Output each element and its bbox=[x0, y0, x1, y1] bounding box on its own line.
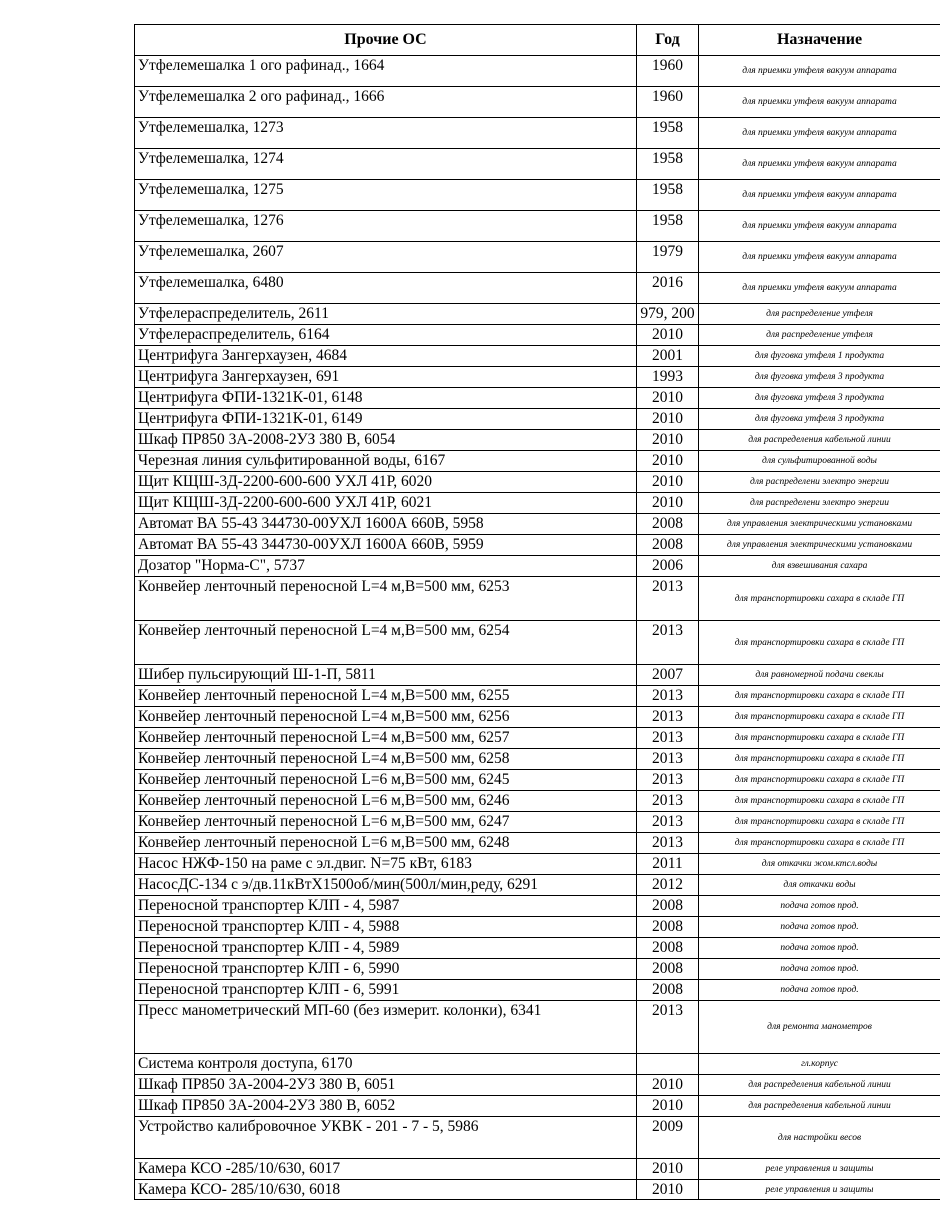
table-row bbox=[135, 409, 940, 430]
cell-year: 2013 bbox=[637, 577, 699, 621]
cell-purpose: для приемки утфеля вакуум аппарата bbox=[699, 56, 940, 87]
cell-year: 979, 200 bbox=[637, 304, 699, 325]
table-row bbox=[135, 1159, 940, 1180]
cell-purpose: для распределени электро энергии bbox=[699, 472, 940, 493]
table-row bbox=[135, 87, 940, 118]
cell-year: 2010 bbox=[637, 451, 699, 472]
table-row bbox=[135, 556, 940, 577]
assets-table bbox=[134, 24, 940, 1200]
cell-purpose: для транспортировки сахара в складе ГП bbox=[699, 728, 940, 749]
table-row bbox=[135, 938, 940, 959]
cell-year: 2012 bbox=[637, 875, 699, 896]
cell-purpose: для транспортировки сахара в складе ГП bbox=[699, 812, 940, 833]
cell-purpose: реле управления и защиты bbox=[699, 1159, 940, 1180]
table-row bbox=[135, 56, 940, 87]
table-row bbox=[135, 180, 940, 211]
cell-year: 2010 bbox=[637, 493, 699, 514]
cell-purpose: для равномерной подачи свеклы bbox=[699, 665, 940, 686]
table-body bbox=[135, 56, 940, 1200]
cell-year: 2010 bbox=[637, 1180, 699, 1200]
table-row bbox=[135, 770, 940, 791]
table-row bbox=[135, 325, 940, 346]
cell-name: Шкаф ПР850 3А-2004-2УЗ 380 В, 6052 bbox=[135, 1096, 637, 1117]
cell-year: 2010 bbox=[637, 388, 699, 409]
cell-name: Утфелемешалка, 1273 bbox=[135, 118, 637, 149]
cell-name: Конвейер ленточный переносной L=6 м,В=500 мм, 6245 bbox=[135, 770, 637, 791]
table-row bbox=[135, 493, 940, 514]
cell-year: 2010 bbox=[637, 1075, 699, 1096]
cell-purpose: для фуговка утфеля 3 продукта bbox=[699, 409, 940, 430]
cell-purpose: для транспортировки сахара в складе ГП bbox=[699, 621, 940, 665]
cell-name: Щит КЩШ-3Д-2200-600-600 УХЛ 41Р, 6021 bbox=[135, 493, 637, 514]
cell-name: Насос НЖФ-150 на раме с эл.двиг. N=75 кВт, 6183 bbox=[135, 854, 637, 875]
table-row bbox=[135, 686, 940, 707]
cell-year: 2010 bbox=[637, 1096, 699, 1117]
table-row bbox=[135, 273, 940, 304]
cell-purpose: для приемки утфеля вакуум аппарата bbox=[699, 273, 940, 304]
cell-year: 1958 bbox=[637, 118, 699, 149]
cell-name: Центрифуга ФПИ-1321К-01, 6148 bbox=[135, 388, 637, 409]
cell-purpose: для управления электрическими установками bbox=[699, 535, 940, 556]
cell-name: Утфелераспределитель, 2611 bbox=[135, 304, 637, 325]
cell-purpose: подача готов прод. bbox=[699, 896, 940, 917]
table-row bbox=[135, 242, 940, 273]
cell-purpose: для транспортировки сахара в складе ГП bbox=[699, 749, 940, 770]
cell-name: Конвейер ленточный переносной L=4 м,В=500 мм, 6258 bbox=[135, 749, 637, 770]
cell-purpose: для транспортировки сахара в складе ГП bbox=[699, 577, 940, 621]
cell-purpose: для распределение утфеля bbox=[699, 304, 940, 325]
table-row bbox=[135, 1054, 940, 1075]
cell-name: Шкаф ПР850 3А-2008-2УЗ 380 В, 6054 bbox=[135, 430, 637, 451]
cell-name: Конвейер ленточный переносной L=6 м,В=500 мм, 6247 bbox=[135, 812, 637, 833]
cell-year: 1958 bbox=[637, 180, 699, 211]
table-row bbox=[135, 812, 940, 833]
cell-purpose: для приемки утфеля вакуум аппарата bbox=[699, 118, 940, 149]
table-row bbox=[135, 749, 940, 770]
cell-purpose: подача готов прод. bbox=[699, 917, 940, 938]
table-row bbox=[135, 367, 940, 388]
cell-purpose: подача готов прод. bbox=[699, 959, 940, 980]
cell-purpose: для транспортировки сахара в складе ГП bbox=[699, 707, 940, 728]
cell-name: Переносной транспортер КЛП - 4, 5989 bbox=[135, 938, 637, 959]
cell-year: 2008 bbox=[637, 938, 699, 959]
cell-purpose: для взвешивания сахара bbox=[699, 556, 940, 577]
cell-purpose: подача готов прод. bbox=[699, 980, 940, 1001]
cell-year: 2013 bbox=[637, 707, 699, 728]
cell-year: 2008 bbox=[637, 514, 699, 535]
cell-year: 2010 bbox=[637, 472, 699, 493]
cell-purpose: для распределение утфеля bbox=[699, 325, 940, 346]
table-row bbox=[135, 211, 940, 242]
cell-name: Утфелемешалка 2 ого рафинад., 1666 bbox=[135, 87, 637, 118]
cell-purpose: для откачки воды bbox=[699, 875, 940, 896]
cell-name: Утфелемешалка, 2607 bbox=[135, 242, 637, 273]
cell-name: Черезная линия сульфитированной воды, 6167 bbox=[135, 451, 637, 472]
cell-purpose: для транспортировки сахара в складе ГП bbox=[699, 686, 940, 707]
cell-purpose: для откачки жом.ктсл.воды bbox=[699, 854, 940, 875]
cell-year: 1993 bbox=[637, 367, 699, 388]
cell-year bbox=[637, 1054, 699, 1075]
table-row bbox=[135, 430, 940, 451]
cell-name: Центрифуга Зангерхаузен, 4684 bbox=[135, 346, 637, 367]
table-row bbox=[135, 451, 940, 472]
cell-year: 2006 bbox=[637, 556, 699, 577]
cell-name: Переносной транспортер КЛП - 6, 5990 bbox=[135, 959, 637, 980]
cell-year: 1958 bbox=[637, 149, 699, 180]
cell-name: Утфелераспределитель, 6164 bbox=[135, 325, 637, 346]
cell-purpose: для управления электрическими установками bbox=[699, 514, 940, 535]
cell-year: 2008 bbox=[637, 959, 699, 980]
cell-purpose: для приемки утфеля вакуум аппарата bbox=[699, 87, 940, 118]
cell-year: 2010 bbox=[637, 325, 699, 346]
cell-name: Щит КЩШ-3Д-2200-600-600 УХЛ 41Р, 6020 bbox=[135, 472, 637, 493]
cell-purpose: для фуговка утфеля 3 продукта bbox=[699, 388, 940, 409]
cell-purpose: для настройки весов bbox=[699, 1117, 940, 1159]
cell-name: Утфелемешалка, 1274 bbox=[135, 149, 637, 180]
table-header-row bbox=[135, 25, 940, 56]
cell-name: Утфелемешалка, 1276 bbox=[135, 211, 637, 242]
table-row bbox=[135, 1075, 940, 1096]
cell-year: 1979 bbox=[637, 242, 699, 273]
cell-year: 2013 bbox=[637, 749, 699, 770]
cell-purpose: для приемки утфеля вакуум аппарата bbox=[699, 242, 940, 273]
cell-name: Конвейер ленточный переносной L=6 м,В=500 мм, 6246 bbox=[135, 791, 637, 812]
cell-name: Переносной транспортер КЛП - 4, 5987 bbox=[135, 896, 637, 917]
cell-purpose: для фуговка утфеля 3 продукта bbox=[699, 367, 940, 388]
cell-purpose: для распределени электро энергии bbox=[699, 493, 940, 514]
cell-name: Камера КСО- 285/10/630, 6018 bbox=[135, 1180, 637, 1200]
header-purpose: Назначение bbox=[699, 25, 940, 56]
cell-purpose: реле управления и защиты bbox=[699, 1180, 940, 1200]
cell-name: Конвейер ленточный переносной L=4 м,В=500 мм, 6257 bbox=[135, 728, 637, 749]
cell-name: Дозатор "Норма-С", 5737 bbox=[135, 556, 637, 577]
cell-year: 2009 bbox=[637, 1117, 699, 1159]
cell-year: 2016 bbox=[637, 273, 699, 304]
cell-purpose: для транспортировки сахара в складе ГП bbox=[699, 833, 940, 854]
cell-purpose: для приемки утфеля вакуум аппарата bbox=[699, 180, 940, 211]
cell-name: Переносной транспортер КЛП - 6, 5991 bbox=[135, 980, 637, 1001]
cell-year: 2011 bbox=[637, 854, 699, 875]
cell-year: 2013 bbox=[637, 1001, 699, 1054]
table-row bbox=[135, 875, 940, 896]
cell-year: 1960 bbox=[637, 56, 699, 87]
cell-name: Шкаф ПР850 3А-2004-2УЗ 380 В, 6051 bbox=[135, 1075, 637, 1096]
table-row bbox=[135, 149, 940, 180]
cell-name: Автомат ВА 55-43 344730-00УХЛ 1600А 660В, 5959 bbox=[135, 535, 637, 556]
header-year: Год bbox=[637, 25, 699, 56]
cell-name: Автомат ВА 55-43 344730-00УХЛ 1600А 660В, 5958 bbox=[135, 514, 637, 535]
cell-name: Центрифуга Зангерхаузен, 691 bbox=[135, 367, 637, 388]
cell-year: 2013 bbox=[637, 833, 699, 854]
cell-purpose: для транспортировки сахара в складе ГП bbox=[699, 770, 940, 791]
table-row bbox=[135, 472, 940, 493]
table-row bbox=[135, 621, 940, 665]
table-row bbox=[135, 1001, 940, 1054]
cell-year: 2008 bbox=[637, 917, 699, 938]
cell-purpose: для фуговка утфеля 1 продукта bbox=[699, 346, 940, 367]
table-row bbox=[135, 577, 940, 621]
table-row bbox=[135, 118, 940, 149]
cell-name: НасосДС-134 с э/дв.11кВтХ1500об/мин(500л/мин,реду, 6291 bbox=[135, 875, 637, 896]
cell-name: Конвейер ленточный переносной L=4 м,В=500 мм, 6254 bbox=[135, 621, 637, 665]
cell-purpose: для ремонта манометров bbox=[699, 1001, 940, 1054]
table-row bbox=[135, 1180, 940, 1200]
cell-year: 2008 bbox=[637, 980, 699, 1001]
cell-purpose: гл.корпус bbox=[699, 1054, 940, 1075]
cell-year: 2008 bbox=[637, 535, 699, 556]
cell-name: Переносной транспортер КЛП - 4, 5988 bbox=[135, 917, 637, 938]
cell-year: 2013 bbox=[637, 686, 699, 707]
cell-year: 2010 bbox=[637, 430, 699, 451]
cell-name: Шибер пульсирующий Ш-1-П, 5811 bbox=[135, 665, 637, 686]
header-name: Прочие ОС bbox=[135, 25, 637, 56]
cell-name: Система контроля доступа, 6170 bbox=[135, 1054, 637, 1075]
cell-year: 1960 bbox=[637, 87, 699, 118]
cell-year: 2001 bbox=[637, 346, 699, 367]
table-row bbox=[135, 854, 940, 875]
table-row bbox=[135, 917, 940, 938]
cell-purpose: для сульфитированной воды bbox=[699, 451, 940, 472]
cell-year: 2013 bbox=[637, 770, 699, 791]
cell-name: Камера КСО -285/10/630, 6017 bbox=[135, 1159, 637, 1180]
cell-purpose: для транспортировки сахара в складе ГП bbox=[699, 791, 940, 812]
table-row bbox=[135, 1096, 940, 1117]
table-row bbox=[135, 980, 940, 1001]
table-row bbox=[135, 791, 940, 812]
cell-year: 2010 bbox=[637, 1159, 699, 1180]
cell-purpose: для распределения кабельной линии bbox=[699, 430, 940, 451]
table-row bbox=[135, 959, 940, 980]
table-row bbox=[135, 346, 940, 367]
cell-purpose: подача готов прод. bbox=[699, 938, 940, 959]
cell-name: Пресс манометрический МП-60 (без измерит. колонки), 6341 bbox=[135, 1001, 637, 1054]
table-row bbox=[135, 514, 940, 535]
table-row bbox=[135, 707, 940, 728]
cell-name: Конвейер ленточный переносной L=6 м,В=500 мм, 6248 bbox=[135, 833, 637, 854]
cell-year: 2013 bbox=[637, 812, 699, 833]
cell-name: Конвейер ленточный переносной L=4 м,В=500 мм, 6256 bbox=[135, 707, 637, 728]
cell-name: Центрифуга ФПИ-1321К-01, 6149 bbox=[135, 409, 637, 430]
table-row bbox=[135, 535, 940, 556]
cell-year: 2010 bbox=[637, 409, 699, 430]
cell-year: 2013 bbox=[637, 728, 699, 749]
cell-name: Утфелемешалка, 1275 bbox=[135, 180, 637, 211]
cell-year: 2007 bbox=[637, 665, 699, 686]
cell-purpose: для распределения кабельной линии bbox=[699, 1096, 940, 1117]
cell-name: Утфелемешалка, 6480 bbox=[135, 273, 637, 304]
cell-year: 2008 bbox=[637, 896, 699, 917]
table-row bbox=[135, 388, 940, 409]
table-row bbox=[135, 1117, 940, 1159]
table-row bbox=[135, 896, 940, 917]
cell-name: Конвейер ленточный переносной L=4 м,В=500 мм, 6255 bbox=[135, 686, 637, 707]
cell-name: Конвейер ленточный переносной L=4 м,В=500 мм, 6253 bbox=[135, 577, 637, 621]
cell-name: Устройство калибровочное УКВК - 201 - 7 - 5, 5986 bbox=[135, 1117, 637, 1159]
cell-purpose: для приемки утфеля вакуум аппарата bbox=[699, 211, 940, 242]
table-row bbox=[135, 304, 940, 325]
cell-name: Утфелемешалка 1 ого рафинад., 1664 bbox=[135, 56, 637, 87]
cell-year: 2013 bbox=[637, 791, 699, 812]
cell-purpose: для приемки утфеля вакуум аппарата bbox=[699, 149, 940, 180]
cell-purpose: для распределения кабельной линии bbox=[699, 1075, 940, 1096]
cell-year: 1958 bbox=[637, 211, 699, 242]
table-row bbox=[135, 665, 940, 686]
table-row bbox=[135, 833, 940, 854]
cell-year: 2013 bbox=[637, 621, 699, 665]
table-row bbox=[135, 728, 940, 749]
